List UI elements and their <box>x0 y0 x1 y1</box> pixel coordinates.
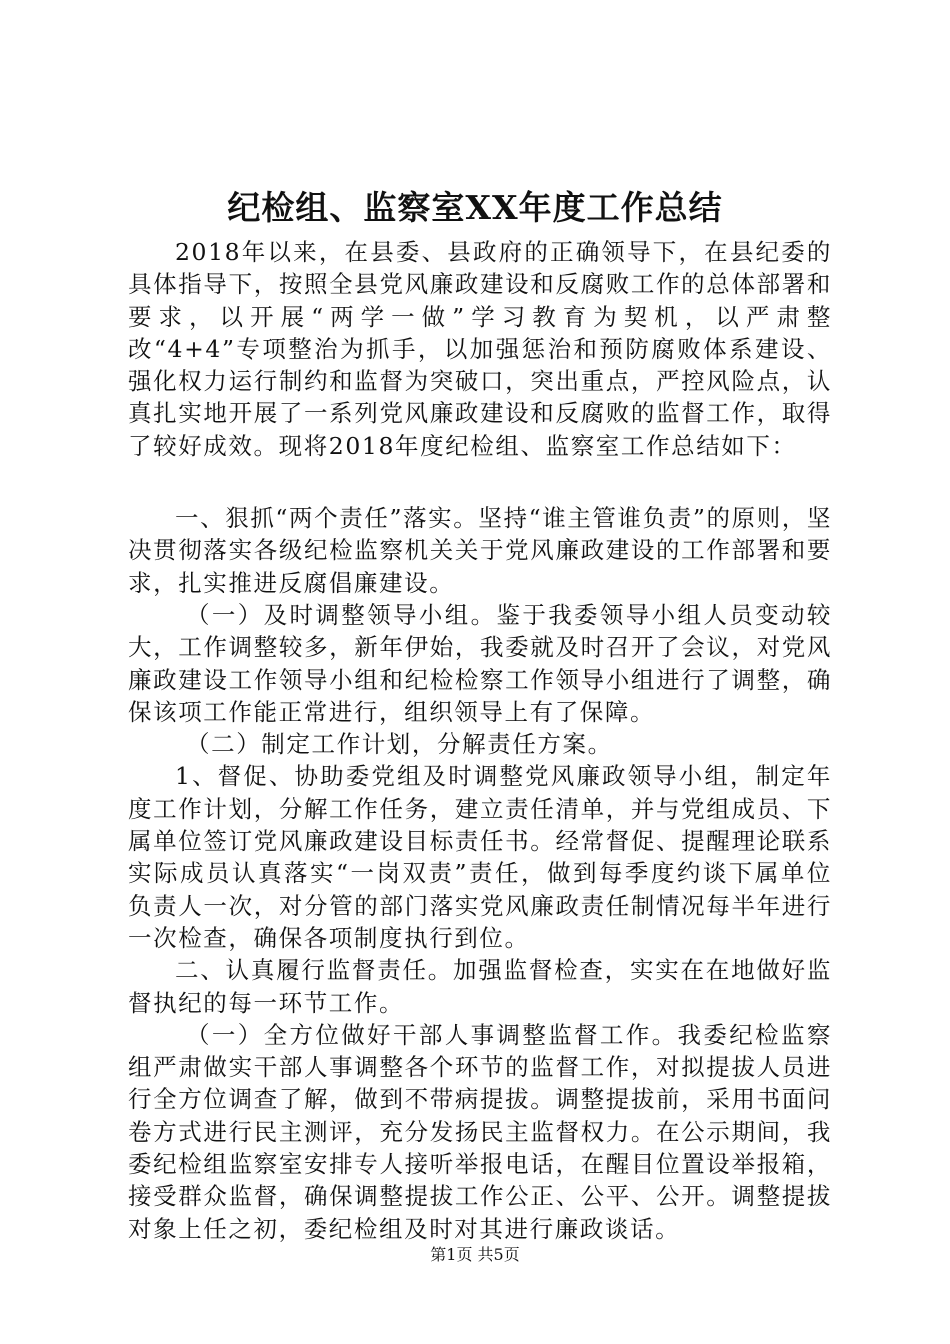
subsection-personnel-supervision-paragraph: （一）全方位做好干部人事调整监督工作。我委纪检监察组严肃做实干部人事调整各个环节的监督工作，对拟提拔人员进行全方位调查了解，做到不带病提拔。调整提拔前，采用书面问卷方式进行民主测评，充分发扬民主监督权力。在公示期间，我委纪检组监察室安排专人接听举报电话，在醒目位置设举报箱，接受群众监督，确保调整提拔工作公正、公平、公开。调整提拔对象上任之初，委纪检组及时对其进行廉政谈话。 <box>128 1020 832 1243</box>
subsection-work-plan-heading: （二）制定工作计划，分解责任方案。 <box>186 730 613 759</box>
intro-paragraph: 2018年以来，在县委、县政府的正确领导下，在县纪委的具体指导下，按照全县党风廉政建设和反腐败工作的总体部署和要求，以开展“两学一做”学习教育为契机，以严肃整改“4+4”专项整治为抓手，以加强惩治和预防腐败体系建设、强化权力运行制约和监督为突破口，突出重点，严控风险点，认真扎实地开展了一系列党风廉政建设和反腐败的监督工作，取得了较好成效。现将2018年度纪检组、监察室工作总结如下： <box>128 238 832 460</box>
paragraph-spacer <box>128 462 832 502</box>
section-two-heading-paragraph: 二、认真履行监督责任。加强监督检查，实实在在地做好监督执纪的每一环节工作。 <box>128 956 832 1017</box>
item-one-paragraph: 1、督促、协助委党组及时调整党风廉政领导小组，制定年度工作计划，分解工作任务，建立责任清单，并与党组成员、下属单位签订党风廉政建设目标责任书。经常督促、提醒理论联系实际成员认真落实“一岗双责”责任，做到每季度约谈下属单位负责人一次，对分管的部门落实党风廉政责任制情况每半年进行一次检查，确保各项制度执行到位。 <box>128 762 832 952</box>
document-title: 纪检组、监察室XX年度工作总结 <box>227 188 723 227</box>
section-one-heading-paragraph: 一、狠抓“两个责任”落实。坚持“谁主管谁负责”的原则，坚决贯彻落实各级纪检监察机关关于党风廉政建设的工作部署和要求，扎实推进反腐倡廉建设。 <box>128 504 832 597</box>
subsection-adjust-leadership-paragraph: （一）及时调整领导小组。鉴于我委领导小组人员变动较大，工作调整较多，新年伊始，我委就及时召开了会议，对党风廉政建设工作领导小组和纪检检察工作领导小组进行了调整，确保该项工作能正常进行，组织领导上有了保障。 <box>128 600 832 726</box>
page-number-footer: 第1页 共5页 <box>430 1245 520 1264</box>
document-body <box>128 236 832 1245</box>
